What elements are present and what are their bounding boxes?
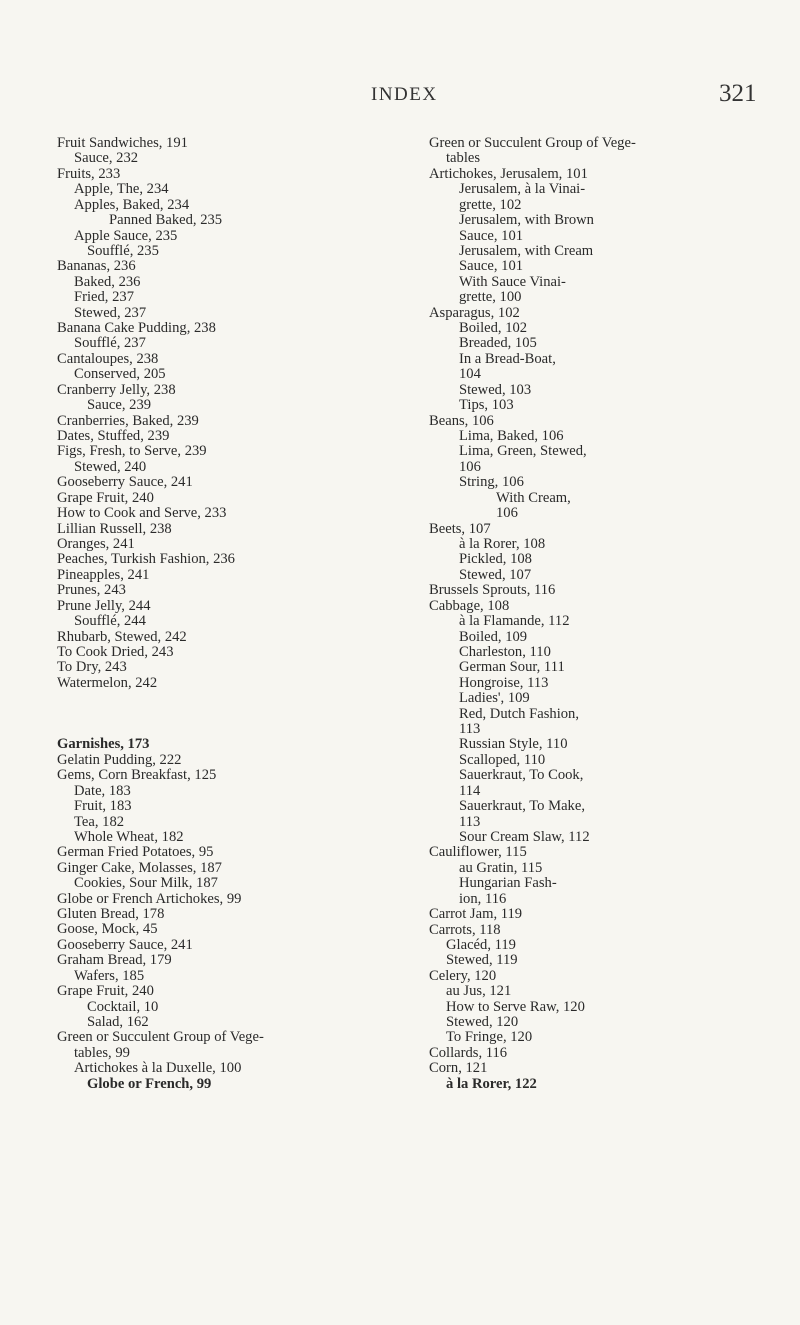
index-subentry: à la Flamande, 112 [459, 613, 570, 630]
index-entry: How to Cook and Serve, 233 [57, 505, 227, 522]
index-subentry: Apples, Baked, 234 [74, 196, 190, 213]
index-subentry: Apple Sauce, 235 [74, 227, 178, 244]
index-subentry: Red, Dutch Fashion, [459, 705, 579, 722]
index-subentry: Jerusalem, à la Vinai- [459, 181, 586, 198]
index-subentry: 104 [459, 366, 481, 383]
index-subentry: Soufflé, 237 [74, 335, 146, 352]
index-subentry: Sauce, 101 [459, 258, 524, 275]
index-column-left [57, 136, 397, 1092]
index-subentry: With Cream, [496, 489, 571, 506]
index-subentry: Artichokes à la Duxelle, 100 [74, 1060, 242, 1077]
index-subentry: Breaded, 105 [459, 335, 537, 352]
index-subentry: Stewed, 237 [74, 304, 147, 321]
blank-line [57, 691, 397, 706]
index-subentry: Fruit, 183 [74, 798, 132, 815]
index-subentry: 106 [459, 458, 481, 475]
index-entry: Fruits, 233 [57, 165, 121, 182]
index-subentry: Russian Style, 110 [459, 736, 568, 753]
index-entry: Grape Fruit, 240 [57, 489, 154, 506]
index-subentry: Charleston, 110 [459, 643, 551, 660]
page-number: 321 [719, 80, 757, 107]
index-subentry: Scalloped, 110 [459, 751, 546, 768]
index-subentry: tables, 99 [74, 1044, 130, 1061]
index-subentry: Sauce, 239 [87, 397, 152, 414]
index-entry: Asparagus, 102 [429, 304, 520, 321]
index-entry: Prunes, 243 [57, 582, 126, 599]
index-entry: Carrots, 118 [429, 921, 501, 938]
index-entry: Watermelon, 242 [57, 674, 158, 691]
index-subentry: 113 [459, 813, 481, 830]
index-subentry: Cocktail, 10 [87, 998, 159, 1015]
index-subentry: Cookies, Sour Milk, 187 [74, 875, 218, 892]
index-subentry: au Jus, 121 [446, 983, 512, 1000]
index-subentry: Tips, 103 [459, 397, 514, 414]
index-subentry: 113 [459, 721, 481, 738]
index-entry: Gooseberry Sauce, 241 [57, 474, 193, 491]
index-subentry: With Sauce Vinai- [459, 273, 566, 290]
index-subentry: tables [446, 150, 481, 167]
index-subentry: Sauerkraut, To Make, [459, 798, 585, 815]
index-subentry: Stewed, 107 [459, 566, 532, 583]
index-subentry: Stewed, 240 [74, 458, 147, 475]
index-column-right [429, 136, 789, 1092]
index-entry: Green or Succulent Group of Vege- [429, 135, 636, 151]
index-entry: Gelatin Pudding, 222 [57, 751, 182, 768]
index-subentry: Fried, 237 [74, 289, 134, 306]
index-entry: Celery, 120 [429, 967, 497, 984]
index-subentry: Wafers, 185 [74, 967, 145, 984]
index-entry: Fruit Sandwiches, 191 [57, 135, 188, 151]
index-subentry: Baked, 236 [74, 273, 141, 290]
index-entry: Gluten Bread, 178 [57, 906, 165, 923]
index-entry: Bananas, 236 [57, 258, 136, 275]
index-subentry: To Fringe, 120 [446, 1029, 533, 1046]
index-subentry: Jerusalem, with Cream [459, 242, 594, 259]
index-subentry: Pickled, 108 [459, 551, 532, 568]
index-subentry: Whole Wheat, 182 [74, 828, 184, 845]
index-entry: Cauliflower, 115 [429, 844, 527, 861]
index-subentry: Stewed, 119 [446, 952, 518, 969]
index-subentry: Hongroise, 113 [459, 674, 549, 691]
index-subentry: Sauce, 232 [74, 150, 139, 167]
index-subentry: 114 [459, 782, 481, 799]
index-entry: To Cook Dried, 243 [57, 643, 174, 660]
index-entry: Cabbage, 108 [429, 597, 510, 614]
index-entry: Graham Bread, 179 [57, 952, 172, 969]
index-subentry: grette, 100 [459, 289, 522, 306]
index-subentry: Sour Cream Slaw, 112 [459, 828, 590, 845]
index-subentry: Boiled, 102 [459, 320, 528, 337]
index-entry: Beets, 107 [429, 520, 491, 537]
index-subentry: au Gratin, 115 [459, 859, 543, 876]
index-entry: Beans, 106 [429, 412, 494, 429]
index-subentry: Tea, 182 [74, 813, 125, 830]
index-subentry: grette, 102 [459, 196, 522, 213]
index-subentry: Panned Baked, 235 [109, 212, 223, 229]
index-subentry: Stewed, 103 [459, 381, 532, 398]
blank-line [57, 722, 397, 737]
index-entry: Goose, Mock, 45 [57, 921, 158, 938]
running-title: INDEX [371, 84, 438, 105]
index-subentry: Boiled, 109 [459, 628, 528, 645]
index-subentry: How to Serve Raw, 120 [446, 998, 585, 1015]
index-entry: Collards, 116 [429, 1044, 508, 1061]
index-entry: To Dry, 243 [57, 659, 127, 676]
index-entry: Peaches, Turkish Fashion, 236 [57, 551, 235, 568]
index-entry: Artichokes, Jerusalem, 101 [429, 165, 588, 182]
index-subentry: à la Rorer, 122 [446, 1075, 537, 1092]
index-subentry: Salad, 162 [87, 1014, 149, 1030]
index-entry: Corn, 121 [429, 1060, 488, 1077]
index-entry: Banana Cake Pudding, 238 [57, 320, 216, 337]
page-header [0, 82, 800, 112]
index-entry: German Fried Potatoes, 95 [57, 844, 214, 861]
blank-line [57, 707, 397, 722]
index-subentry: à la Rorer, 108 [459, 535, 546, 552]
index-subentry: Sauce, 101 [459, 227, 524, 244]
index-entry: Brussels Sprouts, 116 [429, 582, 556, 599]
index-subentry: Stewed, 120 [446, 1014, 519, 1031]
index-entry: Green or Succulent Group of Vege- [57, 1029, 264, 1046]
index-entry: Dates, Stuffed, 239 [57, 428, 170, 445]
index-subentry: Sauerkraut, To Cook, [459, 767, 584, 784]
index-subentry: In a Bread-Boat, [459, 350, 556, 367]
index-subentry: Globe or French, 99 [87, 1075, 212, 1092]
index-subentry: Date, 183 [74, 782, 131, 799]
index-entry: Cranberries, Baked, 239 [57, 412, 199, 429]
index-entry: Grape Fruit, 240 [57, 983, 154, 1000]
index-entry: Oranges, 241 [57, 535, 135, 552]
index-subentry: ion, 116 [459, 890, 507, 907]
index-entry: Lillian Russell, 238 [57, 520, 172, 537]
index-subentry: Apple, The, 234 [74, 181, 169, 198]
index-entry: Garnishes, 173 [57, 736, 150, 753]
index-entry: Prune Jelly, 244 [57, 597, 151, 614]
index-subentry: 106 [496, 505, 518, 522]
index-subentry: Soufflé, 235 [87, 242, 159, 259]
index-entry: Gems, Corn Breakfast, 125 [57, 767, 217, 784]
index-subentry: Conserved, 205 [74, 366, 166, 383]
index-entry: Figs, Fresh, to Serve, 239 [57, 443, 207, 460]
index-entry: Carrot Jam, 119 [429, 906, 523, 923]
index-subentry: String, 106 [459, 474, 524, 491]
index-subentry: Ladies', 109 [459, 690, 530, 707]
index-subentry: Glacéd, 119 [446, 936, 516, 953]
index-entry: Cranberry Jelly, 238 [57, 381, 176, 398]
index-entry: Cantaloupes, 238 [57, 350, 159, 367]
index-entry: Rhubarb, Stewed, 242 [57, 628, 187, 645]
index-entry: Gooseberry Sauce, 241 [57, 936, 193, 953]
index-subentry: German Sour, 111 [459, 659, 565, 676]
index-entry: Globe or French Artichokes, 99 [57, 890, 242, 907]
index-subentry: Lima, Baked, 106 [459, 428, 564, 445]
index-subentry: Lima, Green, Stewed, [459, 443, 587, 460]
index-subentry: Hungarian Fash- [459, 875, 557, 892]
index-entry: Pineapples, 241 [57, 566, 150, 583]
index-subentry: Soufflé, 244 [74, 613, 146, 630]
index-subentry: Jerusalem, with Brown [459, 212, 594, 229]
index-entry: Ginger Cake, Molasses, 187 [57, 859, 222, 876]
